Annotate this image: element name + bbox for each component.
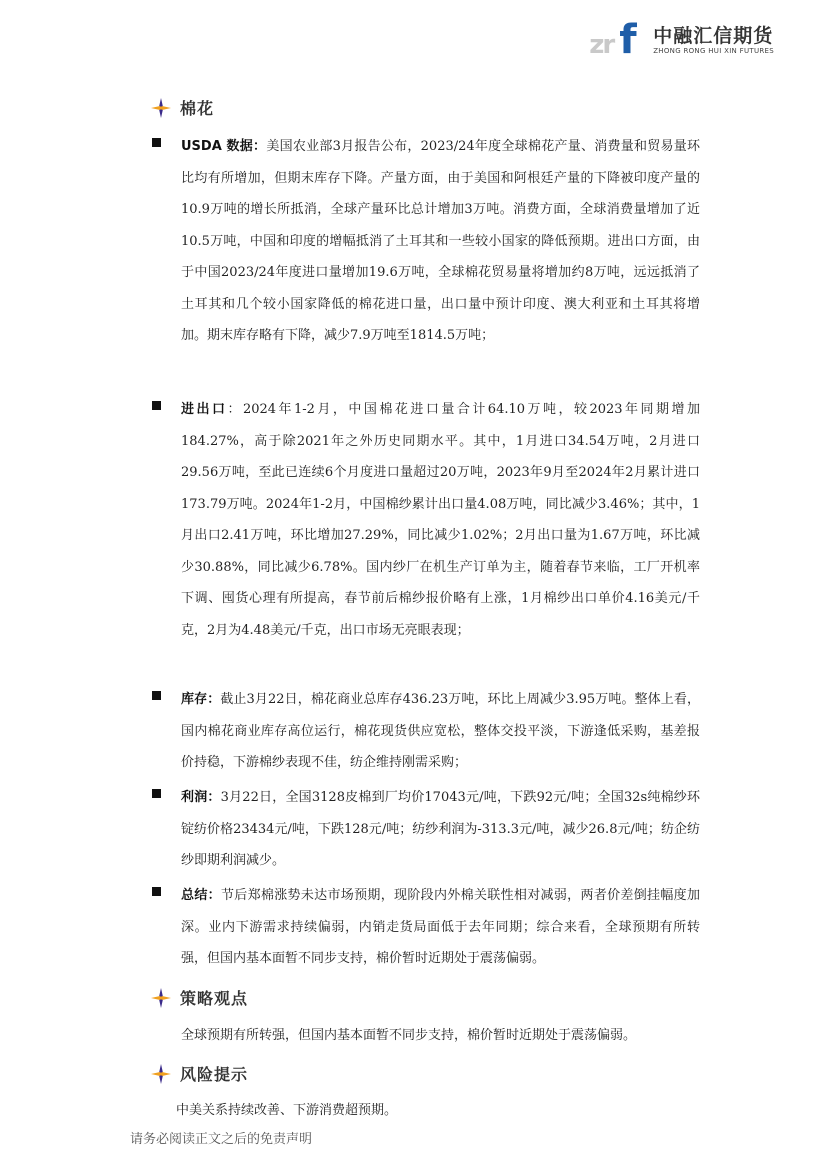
bullet-usda-label: USDA 数据： [181,139,267,154]
logo-mark [589,17,649,63]
bullet-summary-label: 总结： [181,888,221,903]
square-bullet-icon [152,887,161,896]
bullet-profit-body: 3月22日，全国3128皮棉到厂均价17043元/吨，下跌92元/吨；全国32s纯棉纱环锭纺价格23434元/吨，下跌128元/吨；纺纱利润为-313.3元/吨，减少26.8元/吨；纺企纺纱即期利润减少。 [181,790,700,868]
bullet-inventory-body: 截止3月22日，棉花商业总库存436.23万吨，环比上周减少3.95万吨。整体上看，国内棉花商业库存高位运行，棉花现货供应宽松，整体交投平淡，下游逢低采购，基差报价持稳，下游棉纱表现不佳，纺企维持刚需采购； [181,692,700,770]
star-compass-icon [150,97,172,119]
bullet-import-export [152,394,700,646]
bullet-usda [152,131,700,352]
logo-name-en: ZHONG RONG HUI XIN FUTURES [653,47,774,55]
section-risk [150,1062,248,1085]
bullet-profit-text [181,782,700,877]
bullet-profit [152,782,700,877]
bullet-inventory [152,684,700,779]
bullet-summary-body: 节后郑棉涨势未达市场预期，现阶段内外棉关联性相对减弱，两者价差倒挂幅度加深。业内下游需求持续偏弱，内销走货局面低于去年同期；综合来看，全球预期有所转强，但国内基本面暂不同步支持，棉价暂时近期处于震荡偏弱。 [181,888,700,966]
logo-name-cn: 中融汇信期货 [653,25,774,47]
section-title-strategy: 策略观点 [180,989,249,1008]
bullet-inventory-text [181,684,700,779]
star-compass-icon [150,987,172,1009]
bullet-import-export-label: 进出口 [181,402,228,417]
bullet-profit-label: 利润： [181,790,221,805]
bullet-import-export-body: ：2024年1-2月，中国棉花进口量合计64.10万吨，较2023年同期增加184.27%，高于除2021年之外历史同期水平。其中，1月进口34.54万吨，2月进口29.56万吨，至此已连续6个月度进口量超过20万吨，2023年9月至2024年2月累计进口173.79万吨。2024年1-2月，中国棉纱累计出口量4.08万吨，同比减少3.46%；其中，1月出口2.41万吨，环比增加27.29%，同比减少1.02%；2月出口量为1.67万吨，环比减少30.88%，同比减少6.78%。国内纱厂在机生产订单为主，随着春节来临，工厂开机率下调、囤货心理有所提高，春节前后棉纱报价略有上涨，1月棉纱出口单价4.16美元/千克，2月为4.48美元/千克，出口市场无亮眼表现； [181,402,700,638]
risk-text: 中美关系持续改善、下游消费超预期。 [176,1103,398,1118]
bullet-usda-text [181,131,700,352]
section-title-risk: 风险提示 [180,1065,249,1084]
logo-mark-letters: zr [589,30,614,60]
star-compass-icon [150,1063,172,1085]
logo-text [653,25,774,55]
bullet-inventory-label: 库存： [181,692,221,707]
bullet-summary-text [181,880,700,975]
strategy-text: 全球预期有所转强，但国内基本面暂不同步支持，棉价暂时近期处于震荡偏弱。 [181,1028,637,1043]
square-bullet-icon [152,138,161,147]
bullet-usda-body: 美国农业部3月报告公布，2023/24年度全球棉花产量、消费量和贸易量环比均有所增加，但期末库存下降。产量方面，由于美国和阿根廷产量的下降被印度产量的10.9万吨的增长所抵消，全球产量环比总计增加3万吨。消费方面，全球消费量增加了近10.5万吨，中国和印度的增幅抵消了土耳其和一些较小国家的降低预期。进出口方面，由于中国2023/24年度进口量增加19.6万吨，全球棉花贸易量将增加约8万吨，远远抵消了土耳其和几个较小国家降低的棉花进口量，出口量中预计印度、澳大利亚和土耳其将增加。期末库存略有下降，减少7.9万吨至1814.5万吨； [181,139,700,343]
bullet-summary [152,880,700,975]
section-cotton [150,96,214,119]
logo-mark-f: f [619,17,637,63]
bullet-import-export-text [181,394,700,646]
square-bullet-icon [152,789,161,798]
square-bullet-icon [152,691,161,700]
section-strategy [150,986,248,1009]
company-logo [589,17,774,63]
section-title-cotton: 棉花 [180,99,215,118]
disclaimer-note: 请务必阅读正文之后的免责声明 [130,1132,313,1147]
square-bullet-icon [152,401,161,410]
